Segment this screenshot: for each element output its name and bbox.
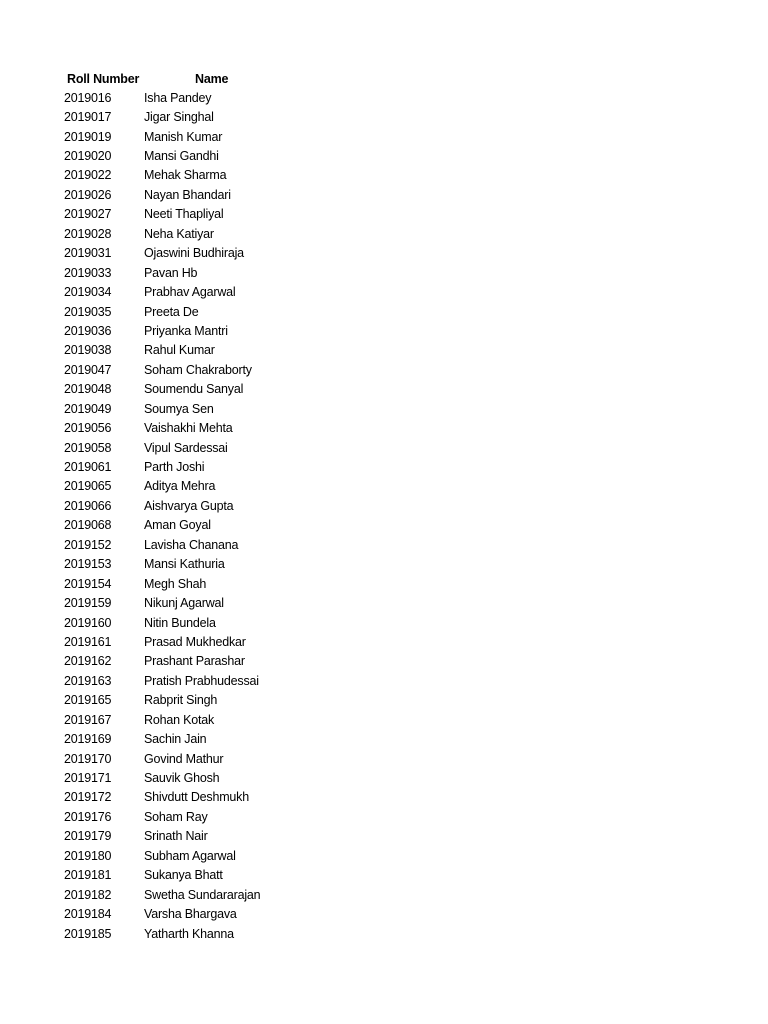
name-cell: Nitin Bundela bbox=[144, 615, 216, 630]
roll-number-cell: 2019176 bbox=[64, 809, 112, 824]
roll-number-cell: 2019163 bbox=[64, 673, 112, 688]
name-cell: Vipul Sardessai bbox=[144, 440, 228, 455]
table-row bbox=[64, 380, 324, 399]
table-row bbox=[64, 205, 324, 224]
table-row bbox=[64, 496, 324, 515]
table-row bbox=[64, 632, 324, 651]
roll-number-cell: 2019061 bbox=[64, 460, 112, 475]
roll-number-cell: 2019180 bbox=[64, 848, 112, 863]
roll-number-cell: 2019020 bbox=[64, 149, 112, 164]
table-row bbox=[64, 360, 324, 379]
table-row bbox=[64, 924, 324, 943]
name-cell: Lavisha Chanana bbox=[144, 537, 239, 552]
name-cell: Mansi Gandhi bbox=[144, 149, 219, 164]
student-roster-table bbox=[64, 70, 324, 943]
roll-number-cell: 2019171 bbox=[64, 771, 112, 786]
table-body bbox=[64, 88, 324, 943]
name-cell: Ojaswini Budhiraja bbox=[144, 246, 244, 261]
table-row bbox=[64, 321, 324, 340]
name-cell: Vaishakhi Mehta bbox=[144, 421, 233, 436]
table-row bbox=[64, 263, 324, 282]
table-row bbox=[64, 477, 324, 496]
name-cell: Jigar Singhal bbox=[144, 110, 214, 125]
roll-number-cell: 2019153 bbox=[64, 557, 112, 572]
roll-number-cell: 2019058 bbox=[64, 440, 112, 455]
roll-number-cell: 2019022 bbox=[64, 168, 112, 183]
table-row bbox=[64, 107, 324, 126]
table-row bbox=[64, 885, 324, 904]
roll-number-cell: 2019056 bbox=[64, 421, 112, 436]
table-row bbox=[64, 185, 324, 204]
roll-number-cell: 2019031 bbox=[64, 246, 112, 261]
roll-number-cell: 2019161 bbox=[64, 634, 112, 649]
table-row bbox=[64, 807, 324, 826]
name-cell: Pavan Hb bbox=[144, 265, 198, 280]
table-row bbox=[64, 224, 324, 243]
roll-number-cell: 2019160 bbox=[64, 615, 112, 630]
table-header-row bbox=[64, 70, 324, 88]
table-row bbox=[64, 904, 324, 923]
name-cell: Soumendu Sanyal bbox=[144, 382, 244, 397]
name-cell: Rabprit Singh bbox=[144, 693, 218, 708]
name-cell: Priyanka Mantri bbox=[144, 323, 228, 338]
table-row bbox=[64, 127, 324, 146]
name-cell: Neeti Thapliyal bbox=[144, 207, 224, 222]
table-row bbox=[64, 244, 324, 263]
table-row bbox=[64, 555, 324, 574]
roll-number-cell: 2019033 bbox=[64, 265, 112, 280]
table-row bbox=[64, 613, 324, 632]
table-row bbox=[64, 768, 324, 787]
name-cell: Nayan Bhandari bbox=[144, 187, 231, 202]
name-cell: Prashant Parashar bbox=[144, 654, 245, 669]
roll-number-cell: 2019172 bbox=[64, 790, 112, 805]
roll-number-cell: 2019154 bbox=[64, 576, 112, 591]
roll-number-cell: 2019019 bbox=[64, 129, 112, 144]
roll-number-cell: 2019017 bbox=[64, 110, 112, 125]
roll-number-cell: 2019179 bbox=[64, 829, 112, 844]
name-header: Name bbox=[195, 72, 229, 86]
roll-number-cell: 2019049 bbox=[64, 401, 112, 416]
table-row bbox=[64, 729, 324, 748]
roll-number-cell: 2019038 bbox=[64, 343, 112, 358]
name-cell: Sachin Jain bbox=[144, 732, 207, 747]
name-cell: Sukanya Bhatt bbox=[144, 868, 223, 883]
roll-number-cell: 2019159 bbox=[64, 596, 112, 611]
name-cell: Sauvik Ghosh bbox=[144, 771, 220, 786]
table-row bbox=[64, 827, 324, 846]
roll-number-cell: 2019047 bbox=[64, 362, 112, 377]
table-row bbox=[64, 341, 324, 360]
name-cell: Swetha Sundararajan bbox=[144, 887, 261, 902]
roll-number-cell: 2019034 bbox=[64, 285, 112, 300]
roll-number-cell: 2019185 bbox=[64, 926, 112, 941]
name-cell: Isha Pandey bbox=[144, 90, 212, 105]
name-cell: Nikunj Agarwal bbox=[144, 596, 224, 611]
roll-number-header: Roll Number bbox=[67, 72, 140, 86]
roll-number-cell: 2019027 bbox=[64, 207, 112, 222]
table-row bbox=[64, 691, 324, 710]
table-row bbox=[64, 516, 324, 535]
roll-number-cell: 2019035 bbox=[64, 304, 112, 319]
name-cell: Aditya Mehra bbox=[144, 479, 216, 494]
name-cell: Soham Ray bbox=[144, 809, 208, 824]
name-cell: Mehak Sharma bbox=[144, 168, 227, 183]
table-row bbox=[64, 457, 324, 476]
roll-number-cell: 2019068 bbox=[64, 518, 112, 533]
roll-number-cell: 2019181 bbox=[64, 868, 112, 883]
name-cell: Shivdutt Deshmukh bbox=[144, 790, 249, 805]
roll-number-cell: 2019016 bbox=[64, 90, 112, 105]
name-cell: Manish Kumar bbox=[144, 129, 223, 144]
roll-number-cell: 2019026 bbox=[64, 187, 112, 202]
roll-number-cell: 2019162 bbox=[64, 654, 112, 669]
name-cell: Mansi Kathuria bbox=[144, 557, 225, 572]
name-cell: Megh Shah bbox=[144, 576, 207, 591]
table-row bbox=[64, 418, 324, 437]
roll-number-cell: 2019065 bbox=[64, 479, 112, 494]
name-cell: Parth Joshi bbox=[144, 460, 205, 475]
name-cell: Soham Chakraborty bbox=[144, 362, 252, 377]
name-cell: Preeta De bbox=[144, 304, 199, 319]
table-row bbox=[64, 749, 324, 768]
name-cell: Varsha Bhargava bbox=[144, 907, 237, 922]
roll-number-cell: 2019170 bbox=[64, 751, 112, 766]
table-row bbox=[64, 302, 324, 321]
table-row bbox=[64, 788, 324, 807]
name-cell: Prasad Mukhedkar bbox=[144, 634, 246, 649]
name-cell: Prabhav Agarwal bbox=[144, 285, 236, 300]
name-cell: Neha Katiyar bbox=[144, 226, 214, 241]
table-row bbox=[64, 88, 324, 107]
table-row bbox=[64, 846, 324, 865]
table-row bbox=[64, 438, 324, 457]
roll-number-cell: 2019182 bbox=[64, 887, 112, 902]
table-row bbox=[64, 146, 324, 165]
name-cell: Srinath Nair bbox=[144, 829, 208, 844]
roll-number-cell: 2019165 bbox=[64, 693, 112, 708]
table-row bbox=[64, 652, 324, 671]
table-row bbox=[64, 593, 324, 612]
roll-number-cell: 2019066 bbox=[64, 498, 112, 513]
name-cell: Aishvarya Gupta bbox=[144, 498, 234, 513]
table-row bbox=[64, 710, 324, 729]
roll-number-cell: 2019036 bbox=[64, 323, 112, 338]
name-cell: Subham Agarwal bbox=[144, 848, 236, 863]
name-cell: Aman Goyal bbox=[144, 518, 211, 533]
table-row bbox=[64, 282, 324, 301]
name-cell: Rahul Kumar bbox=[144, 343, 215, 358]
table-row bbox=[64, 166, 324, 185]
roll-number-cell: 2019028 bbox=[64, 226, 112, 241]
name-cell: Yatharth Khanna bbox=[144, 926, 234, 941]
roll-number-cell: 2019152 bbox=[64, 537, 112, 552]
name-cell: Govind Mathur bbox=[144, 751, 224, 766]
table-row bbox=[64, 574, 324, 593]
roll-number-cell: 2019184 bbox=[64, 907, 112, 922]
table-row bbox=[64, 535, 324, 554]
table-row bbox=[64, 671, 324, 690]
name-cell: Pratish Prabhudessai bbox=[144, 673, 259, 688]
roll-number-cell: 2019048 bbox=[64, 382, 112, 397]
table-row bbox=[64, 866, 324, 885]
name-cell: Rohan Kotak bbox=[144, 712, 215, 727]
roll-number-cell: 2019169 bbox=[64, 732, 112, 747]
table-row bbox=[64, 399, 324, 418]
name-cell: Soumya Sen bbox=[144, 401, 214, 416]
roll-number-cell: 2019167 bbox=[64, 712, 112, 727]
